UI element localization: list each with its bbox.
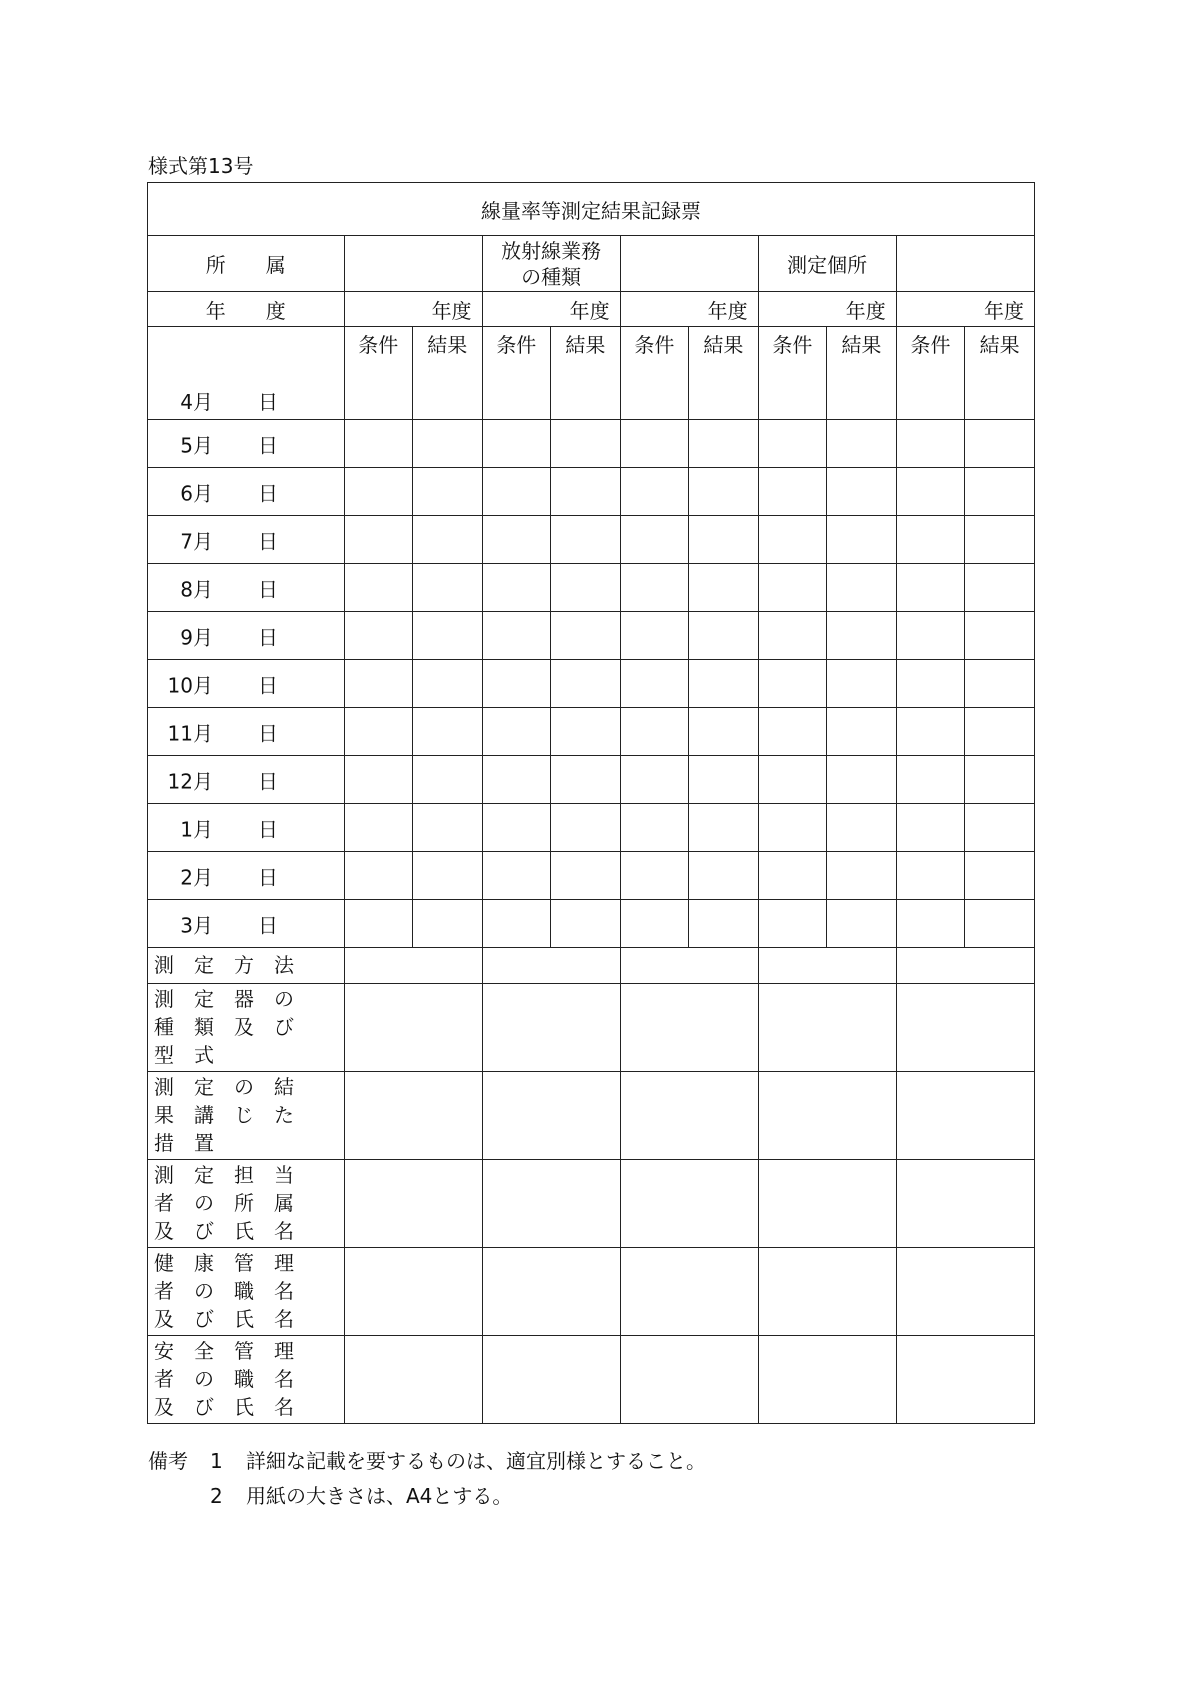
condition-cell[interactable]: [896, 612, 965, 660]
day-label: 日: [258, 529, 278, 553]
method-cell[interactable]: [758, 948, 896, 984]
label-char: 測: [154, 1075, 174, 1099]
label-char: 安: [154, 1339, 174, 1363]
month-row-label: [148, 612, 345, 660]
month-row-label: [148, 756, 345, 804]
month-name: 3月: [180, 913, 213, 937]
result-cell[interactable]: [965, 468, 1035, 516]
month-row-label: [148, 708, 345, 756]
year-label: 年 度: [148, 292, 345, 327]
result-cell[interactable]: [413, 852, 483, 900]
remarks-label: [148, 1479, 210, 1514]
condition-cell[interactable]: [620, 900, 689, 948]
result-cell[interactable]: 結果: [551, 327, 621, 420]
condition-cell[interactable]: [482, 660, 551, 708]
entry-cell[interactable]: [758, 1248, 896, 1336]
label-char: 管: [234, 1339, 254, 1363]
condition-cell[interactable]: [482, 804, 551, 852]
result-cell[interactable]: [551, 468, 621, 516]
label-char: 氏: [234, 1219, 254, 1243]
result-cell[interactable]: 結果: [413, 327, 483, 420]
measurer-label: [148, 1160, 345, 1248]
result-cell[interactable]: [413, 420, 483, 468]
month-name: 7月: [180, 529, 213, 553]
day-label: 日: [258, 481, 278, 505]
condition-cell[interactable]: [620, 756, 689, 804]
label-char: 測: [154, 987, 174, 1011]
label-char: 健: [154, 1251, 174, 1275]
result-cell[interactable]: [413, 612, 483, 660]
month-row-label: [148, 468, 345, 516]
label-char: 定: [194, 953, 214, 977]
entry-cell[interactable]: [482, 1336, 620, 1424]
result-cell[interactable]: [689, 612, 759, 660]
affiliation-label: 所 属: [148, 236, 345, 292]
label-char: び: [194, 1219, 214, 1243]
label-char: 管: [234, 1251, 254, 1275]
condition-cell[interactable]: [758, 516, 827, 564]
label-char: 者: [154, 1367, 174, 1391]
result-cell[interactable]: [413, 516, 483, 564]
condition-cell[interactable]: [758, 612, 827, 660]
condition-cell[interactable]: [344, 516, 413, 564]
work-type-label: 放射線業務 の種類: [482, 236, 620, 292]
condition-cell[interactable]: [620, 612, 689, 660]
condition-cell[interactable]: [758, 708, 827, 756]
condition-cell[interactable]: [896, 564, 965, 612]
label-grid: [148, 1075, 344, 1156]
condition-cell[interactable]: [344, 564, 413, 612]
fiscal-year-cell[interactable]: 年度: [620, 292, 758, 327]
month-name: 2月: [180, 865, 213, 889]
month-row-label: [148, 564, 345, 612]
entry-cell[interactable]: [896, 1248, 1034, 1336]
label-char: 定: [194, 1075, 214, 1099]
condition-cell[interactable]: [344, 660, 413, 708]
result-cell[interactable]: [965, 564, 1035, 612]
label-char: 名: [274, 1367, 294, 1391]
condition-cell[interactable]: [896, 804, 965, 852]
form-title: 線量率等測定結果記録票: [148, 183, 1035, 236]
condition-cell[interactable]: [482, 900, 551, 948]
remark-text: 詳細な記載を要するものは、適宜別様とすること。: [246, 1449, 706, 1473]
health-manager-label: [148, 1248, 345, 1336]
condition-cell[interactable]: [896, 660, 965, 708]
month-row-label: [148, 660, 345, 708]
result-cell[interactable]: [689, 708, 759, 756]
day-label: 日: [258, 625, 278, 649]
day-label: 日: [258, 817, 278, 841]
day-label: 日: [258, 769, 278, 793]
label-char: 者: [154, 1279, 174, 1303]
work-type-field[interactable]: [620, 236, 758, 292]
result-cell[interactable]: [413, 756, 483, 804]
measurement-method-label: [148, 948, 345, 984]
result-cell[interactable]: [551, 852, 621, 900]
condition-cell[interactable]: 条件: [896, 327, 965, 420]
method-cell[interactable]: [896, 948, 1034, 984]
result-cell[interactable]: [413, 660, 483, 708]
result-cell[interactable]: [551, 564, 621, 612]
label-char: 法: [274, 953, 294, 977]
condition-cell[interactable]: [344, 708, 413, 756]
month-name: 12月: [167, 769, 213, 793]
result-cell[interactable]: [689, 516, 759, 564]
label-char: 氏: [234, 1395, 254, 1419]
result-cell[interactable]: [827, 708, 897, 756]
instrument-type-label: [148, 984, 345, 1072]
result-cell[interactable]: [551, 516, 621, 564]
condition-cell[interactable]: [620, 468, 689, 516]
condition-cell[interactable]: [344, 900, 413, 948]
day-label: 日: [258, 433, 278, 457]
month-name: 10月: [167, 673, 213, 697]
label-char: 置: [194, 1131, 214, 1155]
label-char: 担: [234, 1163, 254, 1187]
label-grid: [148, 1163, 344, 1244]
label-char: 理: [274, 1251, 294, 1275]
condition-cell[interactable]: [482, 468, 551, 516]
condition-cell[interactable]: [620, 564, 689, 612]
remark-number: 2: [210, 1484, 223, 1508]
label-char: 及: [234, 1015, 254, 1039]
condition-cell[interactable]: [758, 420, 827, 468]
result-cell[interactable]: [965, 852, 1035, 900]
label-char: 測: [154, 1163, 174, 1187]
label-char: 職: [234, 1367, 254, 1391]
condition-cell[interactable]: [344, 852, 413, 900]
result-cell[interactable]: [827, 468, 897, 516]
remarks: [148, 1444, 706, 1514]
form-number: 様式第13号: [148, 154, 254, 178]
month-row-label: [148, 804, 345, 852]
result-cell[interactable]: [689, 660, 759, 708]
entry-cell[interactable]: [896, 1160, 1034, 1248]
condition-cell[interactable]: [344, 804, 413, 852]
day-label: 日: [258, 913, 278, 937]
label-char: 理: [274, 1339, 294, 1363]
result-cell[interactable]: [689, 756, 759, 804]
result-cell[interactable]: [551, 804, 621, 852]
condition-cell[interactable]: [344, 420, 413, 468]
month-row-label: [148, 852, 345, 900]
result-cell[interactable]: [413, 564, 483, 612]
label-char: 種: [154, 1015, 174, 1039]
condition-cell[interactable]: [620, 804, 689, 852]
label-char: 所: [234, 1191, 254, 1215]
method-cell[interactable]: [344, 948, 482, 984]
day-label: 日: [258, 865, 278, 889]
result-cell[interactable]: [827, 612, 897, 660]
entry-cell[interactable]: [620, 1160, 758, 1248]
month-row-label: [148, 420, 345, 468]
entry-cell[interactable]: [344, 984, 482, 1072]
month-name: 8月: [180, 577, 213, 601]
condition-cell[interactable]: [344, 756, 413, 804]
result-cell[interactable]: [551, 612, 621, 660]
entry-cell[interactable]: [896, 1072, 1034, 1160]
condition-cell[interactable]: [482, 852, 551, 900]
fiscal-year-cell[interactable]: 年度: [758, 292, 896, 327]
label-char: 式: [194, 1043, 214, 1067]
condition-cell[interactable]: [758, 804, 827, 852]
condition-cell[interactable]: [758, 564, 827, 612]
condition-cell[interactable]: [482, 612, 551, 660]
result-cell[interactable]: [827, 756, 897, 804]
month-row-label: [148, 516, 345, 564]
result-cell[interactable]: [689, 804, 759, 852]
condition-cell[interactable]: [620, 660, 689, 708]
condition-cell[interactable]: [758, 852, 827, 900]
entry-cell[interactable]: [758, 1336, 896, 1424]
affiliation-field[interactable]: [344, 236, 482, 292]
fiscal-year-cell[interactable]: 年度: [344, 292, 482, 327]
label-char: の: [194, 1367, 214, 1391]
result-cell[interactable]: [551, 900, 621, 948]
label-char: 名: [274, 1307, 294, 1331]
entry-cell[interactable]: [758, 1160, 896, 1248]
result-cell[interactable]: 結果: [689, 327, 759, 420]
condition-cell[interactable]: 条件: [344, 327, 413, 420]
condition-cell[interactable]: [896, 900, 965, 948]
label-char: の: [234, 1075, 254, 1099]
month-name: 6月: [180, 481, 213, 505]
result-cell[interactable]: [689, 852, 759, 900]
label-char: 当: [274, 1163, 294, 1187]
label-grid: [148, 1339, 344, 1420]
label-char: び: [194, 1395, 214, 1419]
label-char: 類: [194, 1015, 214, 1039]
result-cell[interactable]: [413, 804, 483, 852]
day-label: 日: [258, 390, 278, 414]
label-char: 定: [194, 987, 214, 1011]
condition-cell[interactable]: [620, 852, 689, 900]
result-cell[interactable]: [827, 900, 897, 948]
remark-number: 1: [210, 1449, 223, 1473]
entry-cell[interactable]: [620, 1336, 758, 1424]
entry-cell[interactable]: [482, 1248, 620, 1336]
record-sheet-table: [147, 182, 1035, 1424]
entry-cell[interactable]: [344, 1336, 482, 1424]
result-cell[interactable]: [965, 516, 1035, 564]
label-char: 康: [194, 1251, 214, 1275]
label-char: の: [274, 987, 294, 1011]
result-cell[interactable]: [965, 756, 1035, 804]
location-label: 測定個所: [758, 236, 896, 292]
label-char: た: [274, 1103, 294, 1127]
entry-cell[interactable]: [344, 1072, 482, 1160]
label-char: じ: [234, 1103, 254, 1127]
result-cell[interactable]: [551, 420, 621, 468]
remark-line: [148, 1479, 706, 1514]
label-char: び: [194, 1307, 214, 1331]
result-cell[interactable]: 結果: [827, 327, 897, 420]
condition-cell[interactable]: [344, 468, 413, 516]
label-char: 職: [234, 1279, 254, 1303]
condition-cell[interactable]: [482, 420, 551, 468]
entry-cell[interactable]: [896, 1336, 1034, 1424]
result-cell[interactable]: [827, 804, 897, 852]
label-grid: [148, 987, 344, 1068]
label-char: 果: [154, 1103, 174, 1127]
label-char: の: [194, 1279, 214, 1303]
result-cell[interactable]: 結果: [965, 327, 1035, 420]
condition-cell[interactable]: [758, 468, 827, 516]
result-cell[interactable]: [827, 660, 897, 708]
result-cell[interactable]: [965, 420, 1035, 468]
condition-cell[interactable]: [482, 756, 551, 804]
label-char: 測: [154, 953, 174, 977]
condition-cell[interactable]: [620, 516, 689, 564]
result-cell[interactable]: [689, 468, 759, 516]
result-cell[interactable]: [827, 516, 897, 564]
month-name: 11月: [167, 721, 213, 745]
condition-cell[interactable]: [896, 708, 965, 756]
entry-cell[interactable]: [482, 1160, 620, 1248]
label-char: の: [194, 1191, 214, 1215]
result-cell[interactable]: [965, 660, 1035, 708]
condition-cell[interactable]: [896, 420, 965, 468]
entry-cell[interactable]: [482, 984, 620, 1072]
condition-cell[interactable]: [896, 468, 965, 516]
day-label: 日: [258, 721, 278, 745]
label-char: 名: [274, 1395, 294, 1419]
result-cell[interactable]: [689, 900, 759, 948]
remarks-label: 備考: [148, 1449, 188, 1473]
condition-cell[interactable]: 条件: [482, 327, 551, 420]
result-cell[interactable]: [551, 708, 621, 756]
month-name: 4月: [180, 390, 213, 414]
entry-cell[interactable]: [344, 1248, 482, 1336]
label-char: 者: [154, 1191, 174, 1215]
condition-cell[interactable]: [758, 660, 827, 708]
result-cell[interactable]: [689, 420, 759, 468]
condition-cell[interactable]: [482, 708, 551, 756]
condition-cell[interactable]: [758, 756, 827, 804]
label-char: び: [274, 1015, 294, 1039]
day-label: 日: [258, 673, 278, 697]
method-cell[interactable]: [482, 948, 620, 984]
condition-cell[interactable]: [344, 612, 413, 660]
label-char: 方: [234, 953, 254, 977]
result-cell[interactable]: [413, 900, 483, 948]
result-cell[interactable]: [827, 564, 897, 612]
entry-cell[interactable]: [758, 984, 896, 1072]
label-char: 器: [234, 987, 254, 1011]
condition-cell[interactable]: [758, 900, 827, 948]
result-cell[interactable]: [413, 468, 483, 516]
result-cell[interactable]: [965, 612, 1035, 660]
condition-cell[interactable]: [482, 564, 551, 612]
condition-cell[interactable]: [482, 516, 551, 564]
label-char: 及: [154, 1395, 174, 1419]
entry-cell[interactable]: [344, 1160, 482, 1248]
label-char: 及: [154, 1219, 174, 1243]
day-label: 日: [258, 577, 278, 601]
entry-cell[interactable]: [896, 984, 1034, 1072]
condition-cell[interactable]: 条件: [758, 327, 827, 420]
month-name: 5月: [180, 433, 213, 457]
result-cell[interactable]: [551, 660, 621, 708]
label-char: 名: [274, 1279, 294, 1303]
label-grid: [148, 1251, 344, 1332]
safety-manager-label: [148, 1336, 345, 1424]
label-char: 氏: [234, 1307, 254, 1331]
month-row-label: [148, 327, 345, 420]
remark-line: [148, 1444, 706, 1479]
condition-cell[interactable]: [896, 756, 965, 804]
result-cell[interactable]: [965, 804, 1035, 852]
measures-taken-label: [148, 1072, 345, 1160]
condition-cell[interactable]: [896, 516, 965, 564]
result-cell[interactable]: [965, 900, 1035, 948]
result-cell[interactable]: [551, 756, 621, 804]
fiscal-year-cell[interactable]: 年度: [896, 292, 1034, 327]
entry-cell[interactable]: [620, 1248, 758, 1336]
result-cell[interactable]: [965, 708, 1035, 756]
label-char: 定: [194, 1163, 214, 1187]
condition-cell[interactable]: [620, 708, 689, 756]
month-row-label: [148, 900, 345, 948]
location-field[interactable]: [896, 236, 1034, 292]
result-cell[interactable]: [827, 420, 897, 468]
label-char: 属: [274, 1191, 294, 1215]
label-char: 講: [194, 1103, 214, 1127]
condition-cell[interactable]: [620, 420, 689, 468]
month-name: 1月: [180, 817, 213, 841]
label-char: 結: [274, 1075, 294, 1099]
label-grid: [148, 953, 344, 978]
label-char: 全: [194, 1339, 214, 1363]
remark-text: 用紙の大きさは、A4とする。: [246, 1484, 513, 1508]
entry-cell[interactable]: [758, 1072, 896, 1160]
entry-cell[interactable]: [482, 1072, 620, 1160]
label-char: 名: [274, 1219, 294, 1243]
entry-cell[interactable]: [620, 1072, 758, 1160]
label-char: 及: [154, 1307, 174, 1331]
entry-cell[interactable]: [620, 984, 758, 1072]
fiscal-year-cell[interactable]: 年度: [482, 292, 620, 327]
result-cell[interactable]: [413, 708, 483, 756]
month-name: 9月: [180, 625, 213, 649]
result-cell[interactable]: [689, 564, 759, 612]
condition-cell[interactable]: 条件: [620, 327, 689, 420]
result-cell[interactable]: [827, 852, 897, 900]
label-char: 型: [154, 1043, 174, 1067]
label-char: 措: [154, 1131, 174, 1155]
condition-cell[interactable]: [896, 852, 965, 900]
method-cell[interactable]: [620, 948, 758, 984]
